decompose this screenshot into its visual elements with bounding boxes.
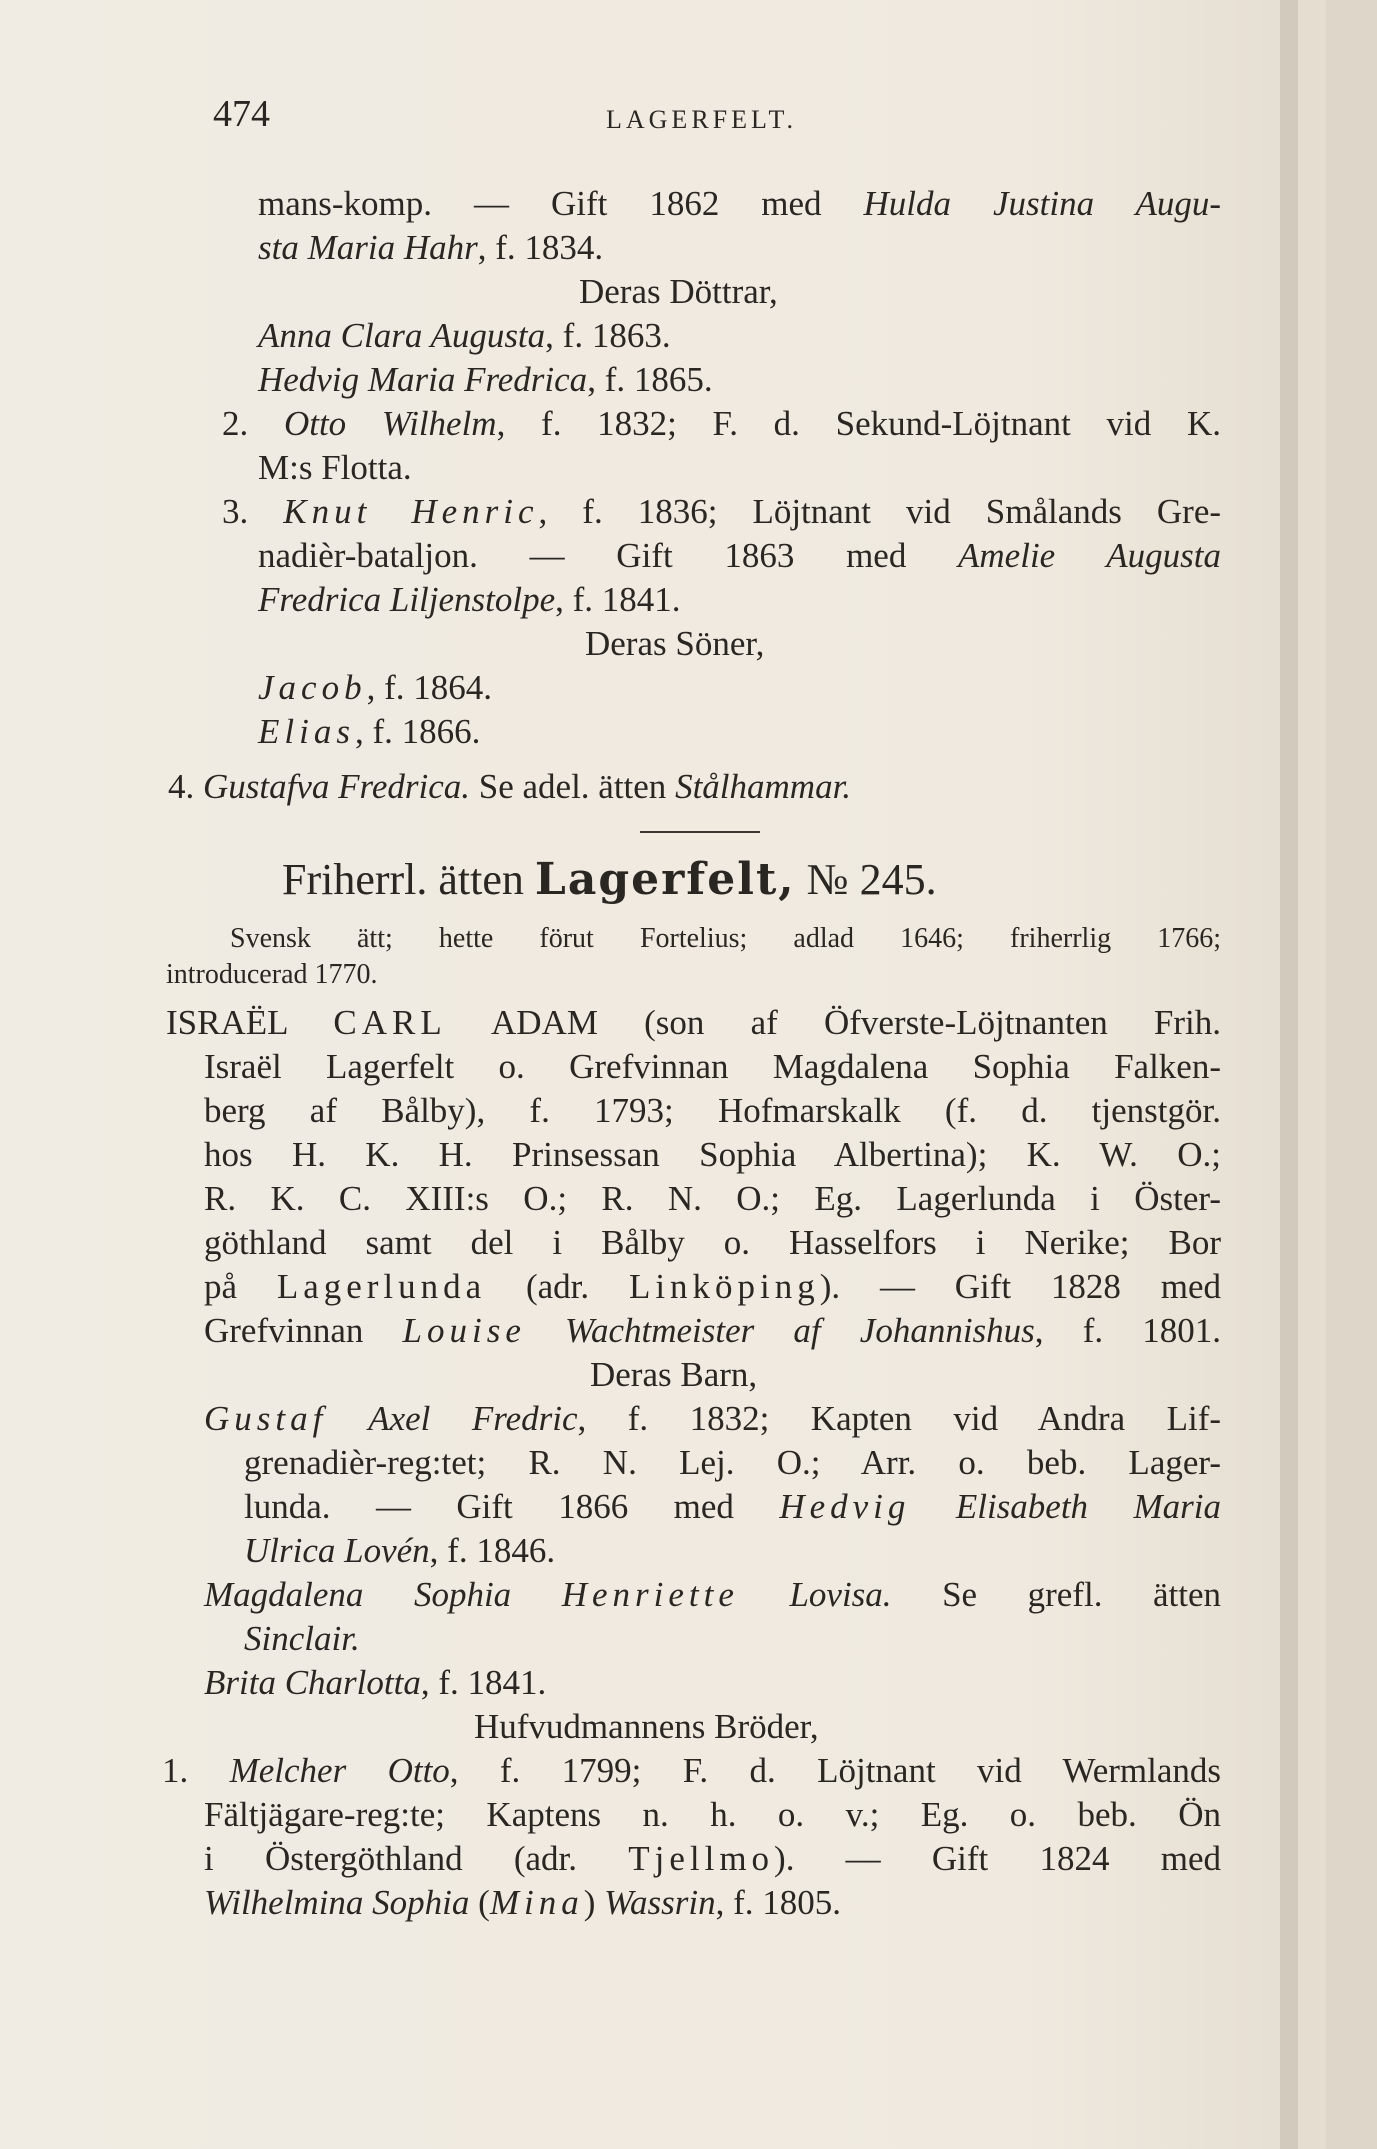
divider <box>640 831 760 833</box>
text-line: 4. Gustafva Fredrica. Se adel. ätten Stålhammar. <box>168 767 852 806</box>
intro-line: Svensk ätt; hette förut Fortelius; adlad 1646; friherrlig 1766; <box>230 923 1221 954</box>
intro-line: introducerad 1770. <box>166 959 378 990</box>
text-line: berg af Bålby), f. 1793; Hofmarskalk (f. d. tjenstgör. <box>204 1091 1221 1130</box>
page-edge <box>1326 0 1377 2149</box>
text-line: ISRAËL CARL ADAM (son af Öfverste-Löjtnanten Frih. <box>166 1003 1222 1042</box>
text-line: på Lagerlunda (adr. Linköping). — Gift 1828 med <box>204 1267 1221 1306</box>
text-line: Brita Charlotta, f. 1841. <box>204 1663 547 1702</box>
text-line: Fältjägare-reg:te; Kaptens n. h. o. v.; Eg. o. beb. Ön <box>204 1795 1221 1834</box>
subheading: Deras Söner, <box>585 624 765 663</box>
text-line: nadièr-bataljon. — Gift 1863 med Amelie Augusta <box>258 536 1221 575</box>
page-number: 474 <box>213 93 270 135</box>
subheading: Hufvudmannens Bröder, <box>474 1707 819 1746</box>
text-line: 2. Otto Wilhelm, f. 1832; F. d. Sekund-Löjtnant vid K. <box>222 404 1222 443</box>
text-line: Anna Clara Augusta, f. 1863. <box>258 316 671 355</box>
text-line: Elias, f. 1866. <box>258 712 481 751</box>
section-title: Friherrl. ätten Lagerfelt, № 245. <box>282 854 937 905</box>
text-line: Sinclair. <box>244 1619 360 1658</box>
text-line: Grefvinnan Louise Wachtmeister af Johannishus, f. 1801. <box>204 1311 1221 1350</box>
text-line: mans-komp. — Gift 1862 med Hulda Justina Augu- <box>258 184 1221 223</box>
text-line: Jacob, f. 1864. <box>258 668 492 707</box>
text-line: Wilhelmina Sophia (Mina) Wassrin, f. 1805. <box>204 1883 842 1922</box>
page-edge <box>1298 0 1326 2149</box>
text-line: sta Maria Hahr, f. 1834. <box>258 228 604 267</box>
subheading: Deras Barn, <box>590 1355 758 1394</box>
subheading: Deras Döttrar, <box>579 272 778 311</box>
text-line: 3. Knut Henric, f. 1836; Löjtnant vid Smålands Gre- <box>222 492 1222 531</box>
text-line: hos H. K. H. Prinsessan Sophia Albertina); K. W. O.; <box>204 1135 1221 1174</box>
text-line: Ulrica Lovén, f. 1846. <box>244 1531 556 1570</box>
text-line: Gustaf Axel Fredric, f. 1832; Kapten vid Andra Lif- <box>204 1399 1222 1438</box>
text-line: Hedvig Maria Fredrica, f. 1865. <box>258 360 713 399</box>
text-line: Israël Lagerfelt o. Grefvinnan Magdalena Sophia Falken- <box>204 1047 1221 1086</box>
text-line: göthland samt del i Bålby o. Hasselfors i Nerike; Bor <box>204 1223 1221 1262</box>
text-line: R. K. C. XIII:s O.; R. N. O.; Eg. Lagerlunda i Öster- <box>204 1179 1221 1218</box>
text-line: M:s Flotta. <box>258 448 412 487</box>
text-line: Fredrica Liljenstolpe, f. 1841. <box>258 580 681 619</box>
text-line: grenadièr-reg:tet; R. N. Lej. O.; Arr. o. beb. Lager- <box>244 1443 1221 1482</box>
running-head: LAGERFELT. <box>606 105 797 134</box>
text-line: lunda. — Gift 1866 med Hedvig Elisabeth Maria <box>244 1487 1221 1526</box>
page-edge <box>1280 0 1298 2149</box>
text-line: i Östergöthland (adr. Tjellmo). — Gift 1824 med <box>204 1839 1221 1878</box>
text-line: Magdalena Sophia Henriette Lovisa. Se grefl. ätten <box>204 1575 1221 1614</box>
text-line: 1. Melcher Otto, f. 1799; F. d. Löjtnant vid Wermlands <box>162 1751 1222 1790</box>
